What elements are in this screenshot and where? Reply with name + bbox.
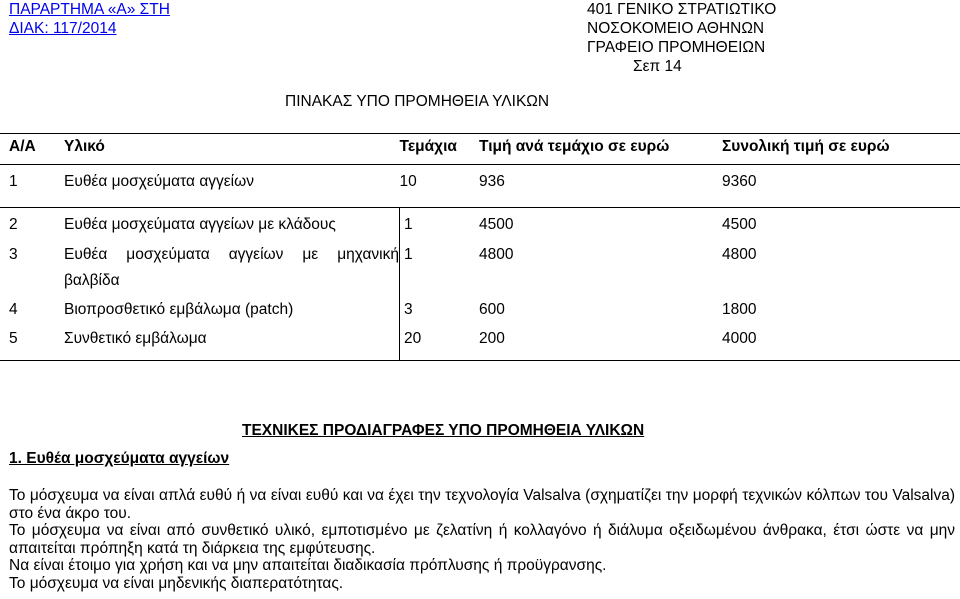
row-item-cell	[64, 242, 400, 297]
row-total: 1800	[722, 301, 757, 318]
section-heading: ΤΕΧΝΙΚΕΣ ΠΡΟΔΙΑΓΡΑΦΕΣ ΥΠΟ ΠΡΟΜΗΘΕΙΑ ΥΛΙΚΩΝ	[242, 422, 645, 439]
row-unit-price: 200	[479, 326, 722, 361]
spec-paragraph: Το μόσχευμα να είναι από συνθετικό υλικό, εμποτισμένο με ζελατίνη ή κολλαγόνο ή διάλυμα οξειδωμένου άνθρακα, έτσι ώστε να μην απαιτείται πρόπηξη κατά τη διάρκεια της εμφύτευσης.	[9, 522, 955, 557]
row-total: 4500	[722, 216, 757, 233]
hospital-name-line1: 401 ΓΕΝΙΚΟ ΣΤΡΑΤΙΩΤΙΚΟ	[587, 1, 777, 18]
office-name: ΓΡΑΦΕΙΟ ΠΡΟΜΗΘΕΙΩΝ	[587, 39, 766, 56]
table-row	[0, 326, 960, 361]
row-no: 1	[0, 165, 64, 208]
row-unit-price: 4800	[479, 246, 514, 263]
row-total: 4000	[722, 326, 960, 361]
row-item: Βιοπροσθετικό εμβάλωμα (patch)	[64, 301, 294, 318]
header-right	[587, 0, 776, 76]
row-total: 9360	[722, 165, 960, 208]
row-qty: 1	[400, 208, 480, 243]
table-row	[0, 242, 960, 297]
items-table	[0, 133, 960, 361]
table-title: ΠΙΝΑΚΑΣ ΥΠΟ ΠΡΟΜΗΘΕΙΑ ΥΛΙΚΩΝ	[285, 93, 550, 110]
header-no: Α/Α	[0, 134, 64, 165]
annex-link[interactable]: ΠΑΡΑΡΤΗΜΑ «Α» ΣΤΗ	[9, 1, 170, 18]
row-qty: 20	[400, 326, 480, 361]
row-no: 2	[9, 216, 18, 233]
row-no: 4	[9, 301, 18, 318]
table-row	[0, 297, 960, 326]
table-header-row	[0, 134, 960, 165]
spec-paragraph: Να είναι έτοιμο για χρήση και να μην απαιτείται διαδικασία πρόπλυσης ή προϋγρανσης.	[9, 557, 607, 575]
specifications-text	[9, 487, 955, 593]
header-qty: Τεμάχια	[400, 134, 480, 165]
row-qty: 1	[400, 242, 480, 297]
table-row	[0, 208, 960, 243]
decision-link[interactable]: ΔΙΑΚ: 117/2014	[9, 20, 117, 37]
row-unit-price: 936	[479, 165, 722, 208]
row-item: Ευθέα μοσχεύματα αγγείων με κλάδους	[64, 216, 336, 233]
spec-paragraph: Το μόσχευμα να είναι μηδενικής διαπερατότητας.	[9, 574, 344, 592]
row-item-continued: βαλβίδα	[64, 272, 120, 289]
row-item: Ευθέα μοσχεύματα αγγείων με μηχανική	[64, 246, 399, 263]
header-left	[9, 0, 170, 38]
row-unit-price: 4500	[479, 216, 514, 233]
table-row	[0, 165, 960, 208]
header-item: Υλικό	[64, 134, 400, 165]
header-unit-price: Τιμή ανά τεμάχιο σε ευρώ	[479, 134, 722, 165]
row-unit-price: 600	[479, 301, 505, 318]
row-item: Συνθετικό εμβάλωμα	[64, 326, 400, 361]
row-no: 5	[0, 326, 64, 361]
row-qty: 10	[400, 165, 480, 208]
row-total: 4800	[722, 246, 757, 263]
header-total: Συνολική τιμή σε ευρώ	[722, 134, 960, 165]
row-no: 3	[9, 246, 18, 263]
document-date: Σεπ 14	[633, 58, 682, 75]
item-heading: 1. Ευθέα μοσχεύματα αγγείων	[9, 450, 230, 467]
hospital-name-line2: ΝΟΣΟΚΟΜΕΙΟ ΑΘΗΝΩΝ	[587, 20, 765, 37]
row-item: Ευθέα μοσχεύματα αγγείων	[64, 165, 400, 208]
spec-paragraph: Το μόσχευμα να είναι απλά ευθύ ή να είναι ευθύ και να έχει την τεχνολογία Valsalva (σχηματίζει την μορφή τεχνικών κόλπων του Valsalva) στο ένα άκρο του.	[9, 487, 955, 522]
row-qty: 3	[400, 297, 480, 326]
